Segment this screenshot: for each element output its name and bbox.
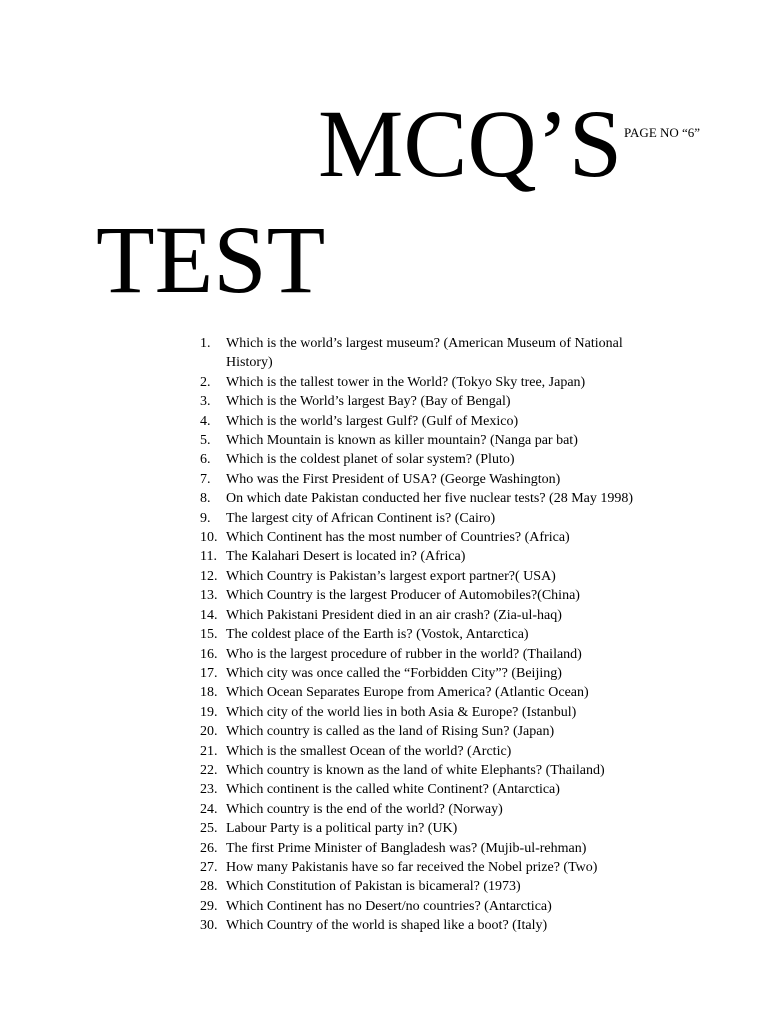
list-item <box>200 800 670 819</box>
list-item <box>200 450 670 469</box>
page-title-mcqs: MCQ’S <box>318 90 623 197</box>
question-text: Who was the First President of USA? (George Washington) <box>226 471 561 487</box>
question-number: 6. <box>200 452 211 468</box>
list-item <box>200 645 670 664</box>
list-item <box>200 877 670 896</box>
question-number: 4. <box>200 413 211 429</box>
question-text: Which is the coldest planet of solar system? (Pluto) <box>226 452 515 468</box>
list-item <box>200 703 670 722</box>
list-item <box>200 819 670 838</box>
question-text: The largest city of African Continent is? (Cairo) <box>226 510 496 526</box>
question-number: 12. <box>200 568 218 584</box>
question-text: The coldest place of the Earth is? (Vostok, Antarctica) <box>226 627 529 643</box>
question-text: Which country is called as the land of Rising Sun? (Japan) <box>226 724 555 740</box>
question-text: Which Mountain is known as killer mountain? (Nanga par bat) <box>226 433 578 449</box>
question-text: Which is the smallest Ocean of the world? (Arctic) <box>226 743 512 759</box>
question-text: The Kalahari Desert is located in? (Africa) <box>226 549 466 565</box>
question-number: 23. <box>200 782 218 798</box>
question-number: 25. <box>200 821 218 837</box>
question-number: 16. <box>200 646 218 662</box>
list-item <box>200 489 670 508</box>
question-number: 28. <box>200 879 218 895</box>
question-number: 2. <box>200 374 211 390</box>
question-text: Which Continent has the most number of Countries? (Africa) <box>226 530 570 546</box>
list-item <box>200 509 670 528</box>
question-number: 7. <box>200 471 211 487</box>
question-text: Which country is the end of the world? (Norway) <box>226 801 503 817</box>
question-text: Which is the tallest tower in the World? (Tokyo Sky tree, Japan) <box>226 374 586 390</box>
question-text: Which Ocean Separates Europe from America? (Atlantic Ocean) <box>226 685 589 701</box>
question-text: Who is the largest procedure of rubber in the world? (Thailand) <box>226 646 582 662</box>
question-text: Which Country of the world is shaped like a boot? (Italy) <box>226 918 548 934</box>
list-item <box>200 722 670 741</box>
list-item <box>200 742 670 761</box>
question-text: Which continent is the called white Continent? (Antarctica) <box>226 782 560 798</box>
question-text: Which is the World’s largest Bay? (Bay of Bengal) <box>226 394 511 410</box>
question-number: 10. <box>200 530 218 546</box>
question-text: Which is the world’s largest museum? (American Museum of National History) <box>226 336 623 371</box>
question-number: 3. <box>200 394 211 410</box>
list-item <box>200 761 670 780</box>
question-number: 14. <box>200 607 218 623</box>
question-text: Labour Party is a political party in? (UK) <box>226 821 458 837</box>
page-number: PAGE NO “6” <box>624 125 701 140</box>
question-number: 30. <box>200 918 218 934</box>
question-text: On which date Pakistan conducted her five nuclear tests? (28 May 1998) <box>226 491 634 507</box>
question-number: 29. <box>200 898 218 914</box>
list-item <box>200 606 670 625</box>
question-number: 8. <box>200 491 211 507</box>
list-item <box>200 547 670 566</box>
list-item <box>200 780 670 799</box>
question-number: 20. <box>200 724 218 740</box>
list-item <box>200 373 670 392</box>
question-number: 15. <box>200 627 218 643</box>
list-item <box>200 916 670 935</box>
list-item <box>200 567 670 586</box>
list-item <box>200 683 670 702</box>
question-text: Which Country is Pakistan’s largest export partner?( USA) <box>226 568 556 584</box>
question-number: 1. <box>200 336 211 351</box>
list-item <box>200 470 670 489</box>
question-number: 9. <box>200 510 211 526</box>
question-number: 13. <box>200 588 218 604</box>
question-text: Which city of the world lies in both Asia & Europe? (Istanbul) <box>226 704 577 720</box>
question-number: 27. <box>200 859 218 875</box>
list-item <box>200 897 670 916</box>
question-number: 5. <box>200 433 211 449</box>
list-item <box>200 392 670 411</box>
question-number: 11. <box>200 549 217 565</box>
list-item <box>200 412 670 431</box>
question-text: Which Constitution of Pakistan is bicameral? (1973) <box>226 879 521 895</box>
question-text: Which country is known as the land of white Elephants? (Thailand) <box>226 762 605 778</box>
question-text: The first Prime Minister of Bangladesh was? (Mujib-ul-rehman) <box>226 840 587 856</box>
list-item <box>200 625 670 644</box>
page-title-test: TEST <box>96 206 326 313</box>
list-item <box>200 431 670 450</box>
list-item <box>200 528 670 547</box>
question-text: Which is the world’s largest Gulf? (Gulf of Mexico) <box>226 413 519 429</box>
question-number: 22. <box>200 762 218 778</box>
question-text: Which city was once called the “Forbidden City”? (Beijing) <box>226 665 562 681</box>
question-number: 26. <box>200 840 218 856</box>
question-text: Which Continent has no Desert/no countries? (Antarctica) <box>226 898 552 914</box>
question-number: 17. <box>200 665 218 681</box>
list-item <box>200 858 670 877</box>
question-text: How many Pakistanis have so far received the Nobel prize? (Two) <box>226 859 598 875</box>
question-number: 21. <box>200 743 218 759</box>
question-number: 18. <box>200 685 218 701</box>
question-number: 19. <box>200 704 218 720</box>
list-item <box>200 586 670 605</box>
question-number: 24. <box>200 801 218 817</box>
list-item <box>200 839 670 858</box>
question-text: Which Pakistani President died in an air crash? (Zia-ul-haq) <box>226 607 562 623</box>
list-item <box>200 334 670 373</box>
question-list <box>200 334 670 936</box>
list-item <box>200 664 670 683</box>
question-text: Which Country is the largest Producer of Automobiles?(China) <box>226 588 580 604</box>
